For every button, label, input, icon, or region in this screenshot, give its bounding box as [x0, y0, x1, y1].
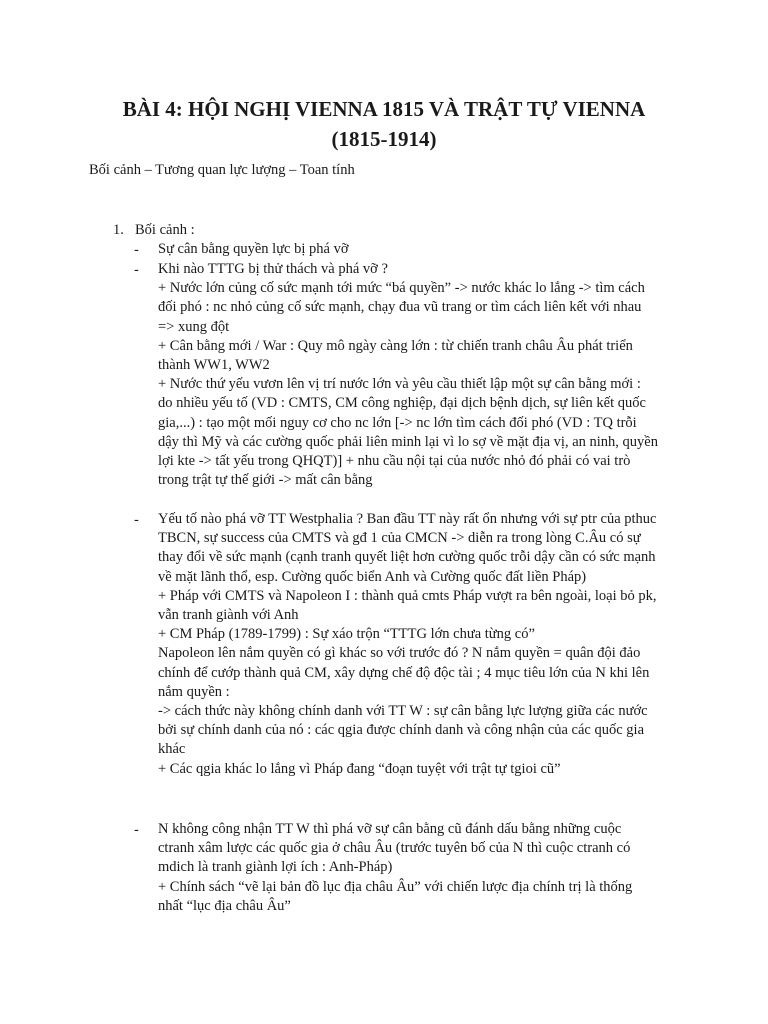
- bullet-dash: -: [134, 512, 139, 528]
- bullet-line: khác: [158, 741, 186, 758]
- bullet-line: -> cách thức này không chính danh với TT W : sự cân bằng lực lượng giữa các nước: [158, 703, 648, 720]
- bullet-line: vẫn tranh giành với Anh: [158, 607, 299, 624]
- bullet-item: [158, 260, 688, 490]
- bullet-line: ctranh xâm lược các quốc gia ở châu Âu (trước tuyên bố của N thì cuộc ctranh có: [158, 840, 631, 857]
- bullet-line: + Nước thứ yếu vươn lên vị trí nước lớn và yêu cầu thiết lập một sự cân bằng mới :: [158, 376, 641, 393]
- bullet-line: mdich là tranh giành lợi ích : Anh-Pháp): [158, 859, 393, 876]
- bullet-line: nắm quyền :: [158, 683, 230, 700]
- bullet-line: gia,...) : tạo một mối nguy cơ cho nc lớn [-> nc lớn tìm cách đối phó (VD : TQ trỗi: [158, 414, 637, 431]
- section-number: 1.: [113, 222, 124, 238]
- bullet-line: do nhiều yếu tố (VD : CMTS, CM công nghiệp, đại dịch bệnh dịch, sự liên kết quốc: [158, 395, 646, 412]
- section-heading: [113, 220, 195, 240]
- bullet-line: lợi kte -> tất yếu trong QHQT)] + nhu cầu nội tại của nước nhỏ đó phải có vai trò: [158, 453, 631, 470]
- bullet-dash: -: [134, 242, 139, 258]
- bullet-line: thành WW1, WW2: [158, 357, 270, 374]
- bullet-line: + Nước lớn củng cố sức mạnh tới mức “bá quyền” -> nước khác lo lắng -> tìm cách: [158, 280, 645, 297]
- bullet-line: Yếu tố nào phá vỡ TT Westphalia ? Ban đầu TT này rất ổn nhưng với sự ptr của pthuc: [158, 511, 657, 527]
- bullet-line: chính để cướp thành quả CM, xây dựng chế độ độc tài ; 4 mục tiêu lớn của N khi lên: [158, 664, 650, 681]
- bullet-line: => xung đột: [158, 318, 230, 335]
- bullet-item: [158, 240, 688, 259]
- bullet-line: Khi nào TTTG bị thử thách và phá vỡ ?: [158, 261, 388, 277]
- bullet-dash: -: [134, 262, 139, 278]
- bullet-line: N không công nhận TT W thì phá vỡ sự cân bằng cũ đánh dấu bằng những cuộc: [158, 821, 622, 837]
- bullet-line: nhất “lục địa châu Âu”: [158, 897, 291, 914]
- bullet-line: + Các qgia khác lo lắng vì Pháp đang “đoạn tuyệt với trật tự tgioi cũ”: [158, 760, 561, 777]
- bullet-item: [158, 510, 688, 779]
- bullet-line: thay đổi về sức mạnh (cạnh tranh quyết liệt hơn cường quốc trỗi dậy cần có sức mạnh: [158, 549, 656, 566]
- bullet-dash: -: [134, 822, 139, 838]
- bullet-line: về mặt lãnh thổ, esp. Cường quốc biển Anh và Cường quốc đất liền Pháp): [158, 568, 587, 585]
- bullet-line: Sự cân bằng quyền lực bị phá vỡ: [158, 241, 349, 257]
- bullet-line: trong trật tự thế giới -> mất cân bằng: [158, 472, 373, 489]
- bullet-line: + Chính sách “vẽ lại bản đồ lục địa châu Âu” với chiến lược địa chính trị là thống: [158, 878, 633, 895]
- section-title: Bối cảnh :: [135, 222, 195, 238]
- document-subtitle: Bối cảnh – Tương quan lực lượng – Toan tính: [89, 162, 355, 178]
- bullet-line: TBCN, sự success của CMTS và gđ 1 của CMCN -> diễn ra trong lòng C.Âu có sự: [158, 530, 641, 547]
- bullet-line: bởi sự chính danh của nó : các qgia được chính danh và công nhận của các quốc gia: [158, 722, 645, 739]
- document-title-line-2: (1815-1914): [331, 127, 437, 151]
- bullet-line: Napoleon lên nắm quyền có gì khác so với trước đó ? N nắm quyền = quân đội đảo: [158, 645, 641, 662]
- bullet-line: dậy thì Mỹ và các cường quốc phải liên minh lại vì lo sợ về mặt địa vị, an ninh, quyền: [158, 433, 658, 450]
- bullet-item: [158, 820, 688, 916]
- document-title-line-1: BÀI 4: HỘI NGHỊ VIENNA 1815 VÀ TRẬT TỰ VIENNA: [122, 97, 646, 121]
- bullet-line: + Cân bằng mới / War : Quy mô ngày càng lớn : từ chiến tranh châu Âu phát triển: [158, 337, 633, 354]
- bullet-line: + CM Pháp (1789-1799) : Sự xáo trộn “TTTG lớn chưa từng có”: [158, 626, 535, 643]
- bullet-line: đối phó : nc nhỏ củng cố sức mạnh, chạy đua vũ trang or tìm cách liên kết với nhau: [158, 299, 642, 316]
- bullet-line: + Pháp với CMTS và Napoleon I : thành quả cmts Pháp vượt ra bên ngoài, loại bỏ pk,: [158, 587, 657, 604]
